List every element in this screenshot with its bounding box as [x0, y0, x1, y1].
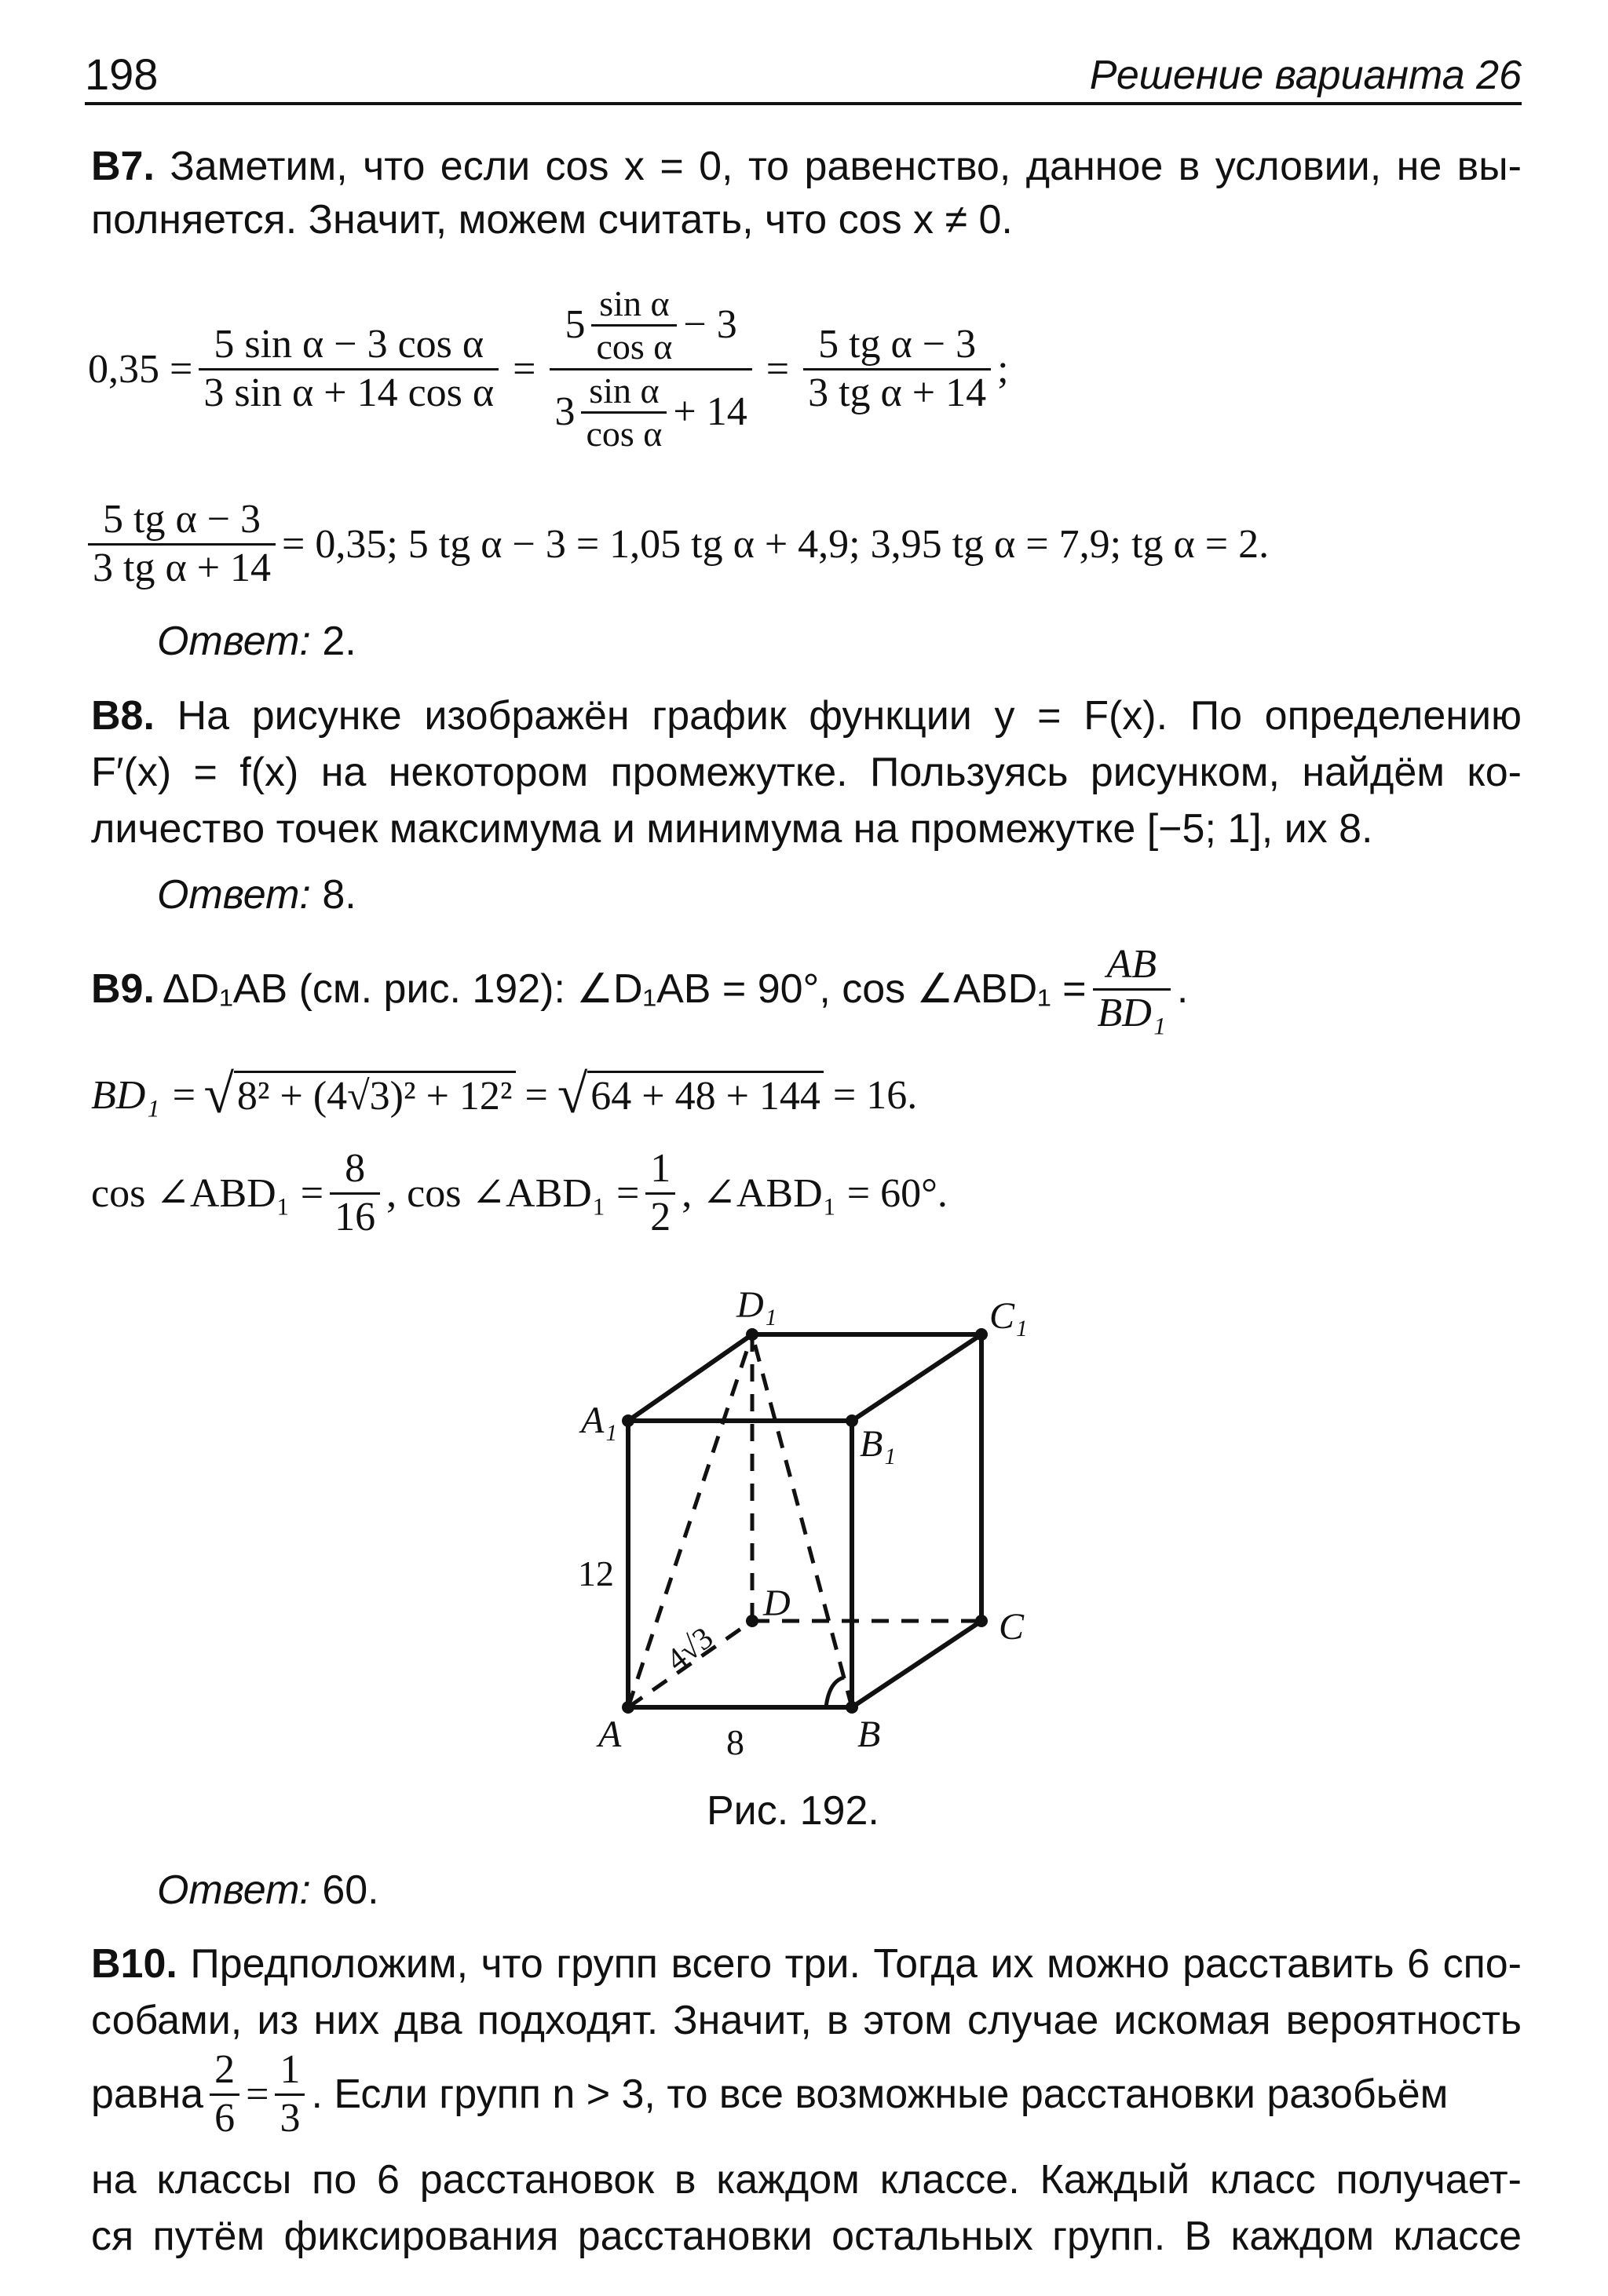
- b9-bd-result: = 16.: [832, 1072, 918, 1118]
- b7-f2-den-tail: + 14: [673, 389, 747, 434]
- vertex-C: [975, 1615, 988, 1627]
- b7-f2-den-frac-num: sin α: [589, 370, 660, 411]
- b8-line-2: F′(x) = f(x) на некотором промежутке. Пользуясь рисунком, найдём ко-: [91, 750, 1522, 795]
- b8-answer-value: 8.: [322, 872, 356, 918]
- b7-equation-1: [88, 259, 1009, 479]
- b10-fraction-1: [210, 2046, 239, 2141]
- b10-text-1: Предположим, что групп всего три. Тогда их можно расставить 6 спо-: [190, 1941, 1522, 1987]
- b7-eq-sign-1: =: [513, 346, 536, 392]
- b7-f2-num-coef: 5: [565, 302, 586, 348]
- b9-cos2-den: 2: [645, 1192, 675, 1239]
- b10-line-5: ся путём фиксирования расстановки остальных групп. В каждом классе: [91, 2214, 1522, 2259]
- b7-eq-lhs: 0,35 =: [88, 346, 193, 392]
- b10-f1-den: 6: [210, 2093, 239, 2141]
- label-A: A: [598, 1714, 622, 1755]
- b7-fraction-3: [803, 323, 991, 414]
- label-B: B: [857, 1714, 881, 1755]
- page-number: 198: [85, 49, 159, 99]
- b10-line-3: [91, 2047, 1448, 2141]
- b9-fraction: [1093, 941, 1171, 1035]
- b7-f2-den-coef: 3: [554, 389, 576, 434]
- b9-answer-label: Ответ:: [157, 1867, 311, 1913]
- vertex-B1: [846, 1414, 858, 1427]
- b7-fraction-4: [88, 498, 276, 590]
- b7-text-1: Заметим, что если cos x = 0, то равенство, данное в условии, не вы-: [170, 144, 1522, 189]
- label-edge-4sqrt3: 4√3: [659, 1619, 720, 1678]
- label-D1: D₁: [736, 1284, 777, 1326]
- b7-eq-sign-2: =: [766, 346, 790, 392]
- label-edge-8: 8: [726, 1722, 744, 1758]
- b9-bd-radicand-1: 8² + (4√3)² + 12²: [234, 1071, 516, 1119]
- b10-line-2: собами, из них два подходят. Значит, в этом случае искомая вероятность: [91, 1998, 1522, 2043]
- edge-BC: [852, 1621, 981, 1707]
- vertex-A: [622, 1701, 634, 1714]
- b10-text-3a: равна: [91, 2072, 204, 2117]
- b7-f3-tail: ;: [997, 346, 1009, 392]
- b7-f2-num-tail: − 3: [683, 302, 737, 348]
- vertex-D: [746, 1615, 758, 1627]
- label-D: D: [763, 1582, 791, 1624]
- b7-label: B7.: [91, 144, 155, 189]
- b10-f2-den: 3: [275, 2093, 305, 2141]
- b7-f2-num-frac-den: cos α: [591, 324, 677, 366]
- b10-eq: =: [246, 2072, 269, 2117]
- b7-answer: [157, 616, 1522, 666]
- b7-f1-num: 5 sin α − 3 cos α: [214, 321, 484, 367]
- b10-label: B10.: [91, 1941, 177, 1987]
- b7-f1-den: 3 sin α + 14 cos α: [199, 368, 499, 415]
- b7-answer-value: 2.: [322, 619, 356, 664]
- b9-cos1-frac: [330, 1145, 380, 1239]
- cube-figure: [550, 1272, 1099, 1758]
- b8-text-1: На рисунке изображён график функции y = F(x). По определению: [177, 693, 1522, 739]
- b9-text: ΔD₁AB (см. рис. 192): ∠D₁AB = 90°, cos ∠ABD₁ =: [162, 966, 1087, 1012]
- edge-A1D1: [628, 1334, 752, 1421]
- vertex-B: [846, 1701, 858, 1714]
- b7-f2-num: [560, 285, 741, 368]
- b9-tail: .: [1176, 966, 1189, 1012]
- b7-f4-den: 3 tg α + 14: [88, 543, 276, 590]
- b10-line-1: [91, 1939, 1522, 1989]
- b9-bd-equation: [91, 1052, 917, 1138]
- b9-cos2-frac: [645, 1145, 675, 1239]
- b8-answer: [157, 870, 1522, 920]
- b8-answer-label: Ответ:: [157, 872, 311, 918]
- b9-bd-eq: =: [524, 1072, 548, 1118]
- b7-f3-den: 3 tg α + 14: [803, 368, 991, 415]
- vertex-C1: [975, 1328, 988, 1341]
- b10-fraction-2: [275, 2046, 305, 2141]
- b9-bd-lhs: BD₁ =: [91, 1072, 198, 1118]
- diagonal-BD1: [752, 1334, 852, 1707]
- b9-line-1: [91, 938, 1188, 1040]
- b9-cos2-num: 1: [650, 1145, 671, 1191]
- b8-label: B8.: [91, 693, 155, 739]
- b10-f1-num: 2: [214, 2046, 236, 2092]
- b10-f2-num: 1: [280, 2046, 301, 2092]
- angle-arc-B: [826, 1677, 844, 1707]
- b9-label: B9.: [91, 966, 155, 1012]
- b9-frac-den: BD₁: [1093, 988, 1171, 1035]
- b9-frac-num: AB: [1106, 941, 1157, 987]
- label-edge-12: 12: [578, 1553, 614, 1593]
- b9-cos1-den: 16: [330, 1192, 380, 1239]
- b10-text-3b: . Если групп n > 3, то все возможные расстановки разобьём: [311, 2072, 1449, 2117]
- b9-answer: [157, 1865, 1522, 1915]
- b9-answer-value: 60.: [322, 1867, 379, 1913]
- b9-cos-tail: , ∠ABD₁ = 60°.: [682, 1171, 948, 1216]
- b7-fraction-1: [199, 323, 499, 414]
- b7-f2-den-frac-den: cos α: [581, 411, 667, 453]
- radical-icon: √: [203, 1064, 234, 1125]
- b9-cos1-lhs: cos ∠ABD₁ =: [91, 1171, 324, 1216]
- vertex-D1: [746, 1328, 758, 1341]
- b7-f2-den: [550, 368, 751, 454]
- b7-f2-num-frac-num: sin α: [599, 283, 670, 323]
- b7-f4-num: 5 tg α − 3: [103, 496, 261, 542]
- b7-line-1: [91, 141, 1522, 192]
- figure-caption: Рис. 192.: [707, 1788, 879, 1834]
- label-C: C: [999, 1606, 1025, 1648]
- b10-line-4: на классы по 6 расстановок в каждом классе. Каждый класс получает-: [91, 2157, 1522, 2203]
- b7-f2-den-frac: [581, 372, 667, 454]
- b7-equation-2: [88, 493, 1269, 595]
- b9-bd-radicand-2: 64 + 48 + 144: [587, 1071, 824, 1119]
- radical-icon: √: [557, 1064, 588, 1125]
- b7-f2-num-frac: [591, 285, 677, 367]
- b8-line-1: [91, 691, 1522, 741]
- b7-chain: = 0,35; 5 tg α − 3 = 1,05 tg α + 4,9; 3,95 tg α = 7,9; tg α = 2.: [282, 521, 1270, 567]
- label-A1: A₁: [581, 1400, 618, 1441]
- b7-fraction-2: [550, 285, 751, 453]
- vertex-A1: [622, 1414, 634, 1427]
- label-B1: B₁: [860, 1423, 897, 1465]
- header-rule: [85, 102, 1522, 105]
- b9-cos1-num: 8: [345, 1145, 366, 1191]
- edge-B1C1: [852, 1334, 981, 1421]
- b9-cos-equation: [91, 1146, 948, 1240]
- b7-f3-num: 5 tg α − 3: [818, 321, 977, 367]
- b8-line-3: личество точек максимума и минимума на промежутке [−5; 1], их 8.: [91, 806, 1373, 852]
- running-title: Решение варианта 26: [1089, 53, 1522, 98]
- b7-line-2: полняется. Значит, можем считать, что cos x ≠ 0.: [91, 197, 1013, 243]
- label-C1: C₁: [989, 1295, 1028, 1337]
- b7-answer-label: Ответ:: [157, 619, 311, 664]
- b9-cos2-lhs: , cos ∠ABD₁ =: [386, 1171, 640, 1216]
